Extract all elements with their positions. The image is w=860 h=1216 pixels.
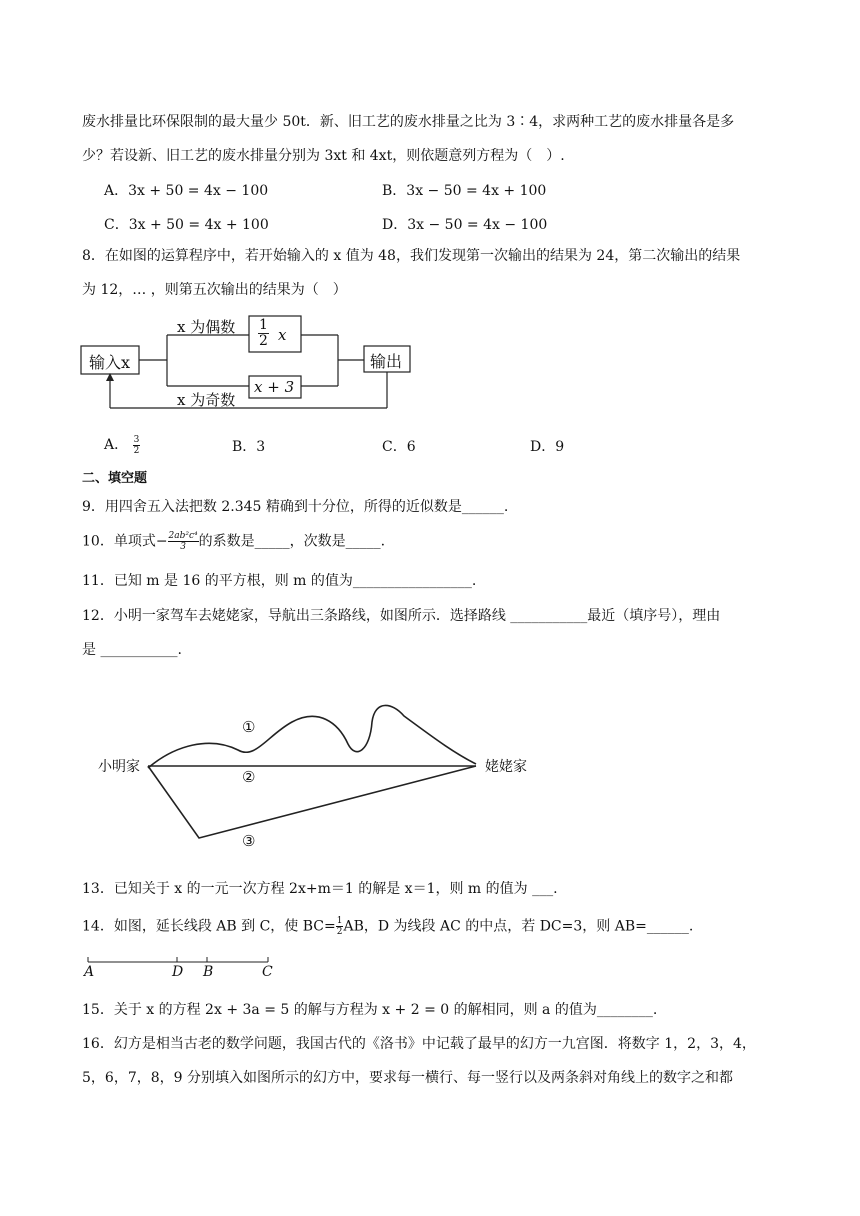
q8-option-a-num: 3 (133, 434, 140, 445)
q11-text: 11．已知 m 是 16 的平方根，则 m 的值为_________________. (82, 573, 477, 589)
q8-line1: 8．在如图的运算程序中，若开始输入的 x 值为 48，我们发现第一次输出的结果为 24，第二次输出的结果 (82, 248, 741, 264)
q14-num: 1 (336, 916, 343, 926)
point-b-label: B (203, 964, 214, 980)
flow-odd-label: x 为奇数 (177, 391, 236, 409)
q7-option-d: D．3x − 50 = 4x − 100 (382, 217, 548, 233)
flow-plus3-label: x + 3 (254, 378, 295, 396)
q16-line2: 5，6，7，8，9 分别填入如图所示的幻方中，要求每一横行、每一竖行以及两条斜对角线上的数字之和都 (82, 1070, 733, 1086)
q7-option-c: C．3x + 50 = 4x + 100 (104, 217, 269, 233)
route-1-label: ① (242, 718, 256, 736)
route-2-label: ② (242, 768, 256, 786)
q8-option-a-label: A． (104, 437, 129, 453)
q8-option-b: B．3 (232, 439, 266, 455)
q12-line1: 12．小明一家驾车去姥姥家，导航出三条路线，如图所示．选择路线 ___________最近（填序号），理由 (82, 608, 721, 624)
home-label: 小明家 (98, 759, 140, 775)
flow-output-label: 输出 (370, 352, 403, 371)
q8-option-d: D．9 (530, 439, 565, 455)
q10-den: 3 (180, 542, 186, 552)
q10-pre: 10．单项式− (82, 533, 168, 550)
q8-option-c: C．6 (382, 439, 416, 455)
q14-den: 2 (336, 927, 343, 937)
q8-line2: 为 12，… ，则第五次输出的结果为（ ） (82, 282, 347, 298)
q7-option-b: B．3x − 50 = 4x + 100 (382, 183, 547, 199)
q12-line2: 是 ___________. (82, 642, 182, 658)
q8-option-a-den: 2 (133, 445, 140, 456)
q16-line1: 16．幻方是相当古老的数学问题，我国古代的《洛书》中记载了最早的幻方一九宫图．将数字 1，2，3，4， (82, 1036, 756, 1052)
q13-text: 13．已知关于 x 的一元一次方程 2x+m＝1 的解是 x＝1，则 m 的值为 ___. (82, 881, 558, 897)
point-d-label: D (172, 964, 184, 980)
q7-option-a: A．3x + 50 = 4x − 100 (104, 183, 269, 199)
flow-even-label: x 为偶数 (177, 318, 236, 336)
q9-text: 9．用四舍五入法把数 2.345 精确到十分位，所得的近似数是______. (82, 499, 509, 515)
grandma-label: 姥姥家 (485, 759, 527, 775)
point-c-label: C (262, 964, 273, 980)
q7-line1: 废水排量比环保限制的最大量少 50t．新、旧工艺的废水排量之比为 3∶4，求两种工艺的废水排量各是多 (82, 114, 735, 130)
q10-num: 2ab²c⁴ (168, 531, 198, 541)
route-3-label: ③ (242, 832, 256, 850)
q10-post: 的系数是_____，次数是_____. (198, 533, 386, 550)
flow-half-var: x (278, 326, 287, 344)
q7-line2: 少？若设新、旧工艺的废水排量分别为 3xt 和 4xt，则依题意列方程为（ ）. (82, 148, 565, 164)
point-a-label: A (84, 964, 95, 980)
flow-half-num: 1 (259, 317, 268, 333)
q14-post: AB，D 为线段 AC 的中点，若 DC=3，则 AB=______. (343, 918, 694, 935)
flow-input-label: 输入x (89, 353, 131, 372)
q14-pre: 14．如图，延长线段 AB 到 C，使 BC= (82, 918, 336, 935)
section-title: 二、填空题 (82, 471, 148, 486)
q15-text: 15．关于 x 的方程 2x + 3a = 5 的解与方程为 x + 2 = 0 的解相同，则 a 的值为________. (82, 1002, 658, 1018)
flow-half-den: 2 (259, 333, 268, 349)
